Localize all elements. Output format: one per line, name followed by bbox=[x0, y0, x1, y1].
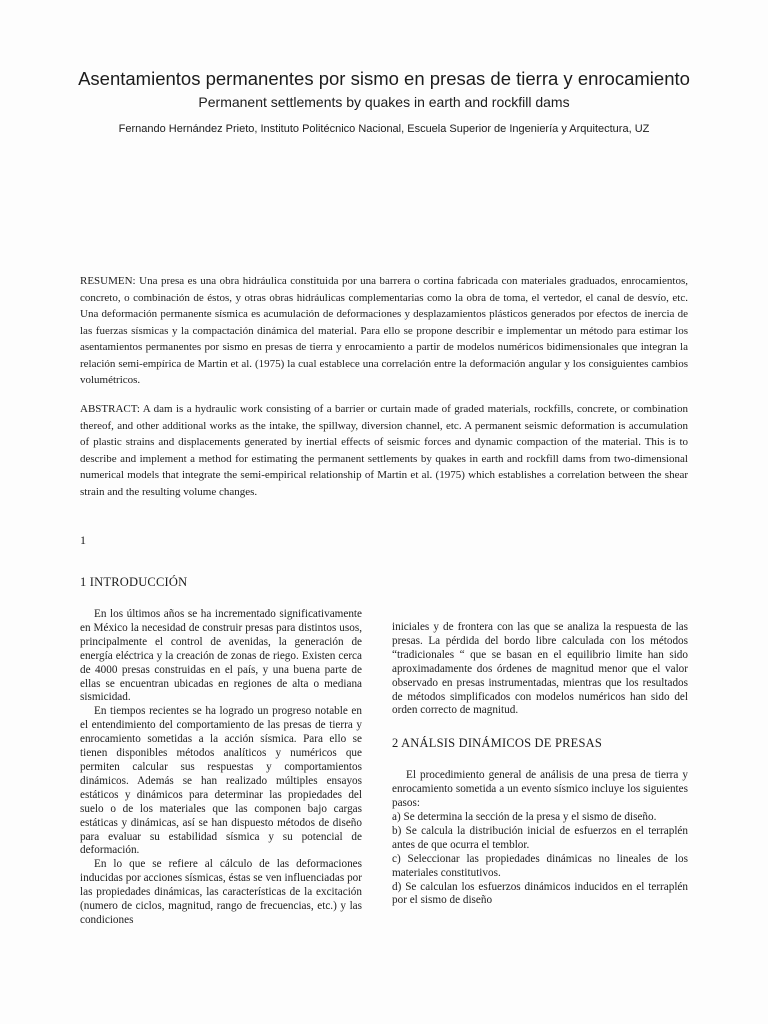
resumen-block bbox=[80, 273, 688, 389]
column-right bbox=[392, 621, 688, 908]
paper-title: Asentamientos permanentes por sismo en presas de tierra y enrocamiento bbox=[78, 68, 690, 89]
list-item: a) Se determina la sección de la presa y el sismo de diseño. bbox=[392, 810, 657, 823]
paragraph: En lo que se refiere al cálculo de las deformaciones inducidas por acciones sísmicas, éstas se ven influenciadas por las propiedades dinámicas, las características de la excitación (numero de ciclos, magnitud, rango de frecuencias, etc.) y las condiciones bbox=[80, 858, 362, 926]
column-left bbox=[80, 608, 362, 928]
abstract-text: A dam is a hydraulic work consisting of a barrier or curtain made of graded materials, rockfills, concrete, or combination thereof, and other additional works as the intake, the spillway, diversion channel, etc. A permanent seismic deformation is accumulation of plastic strains and displacements generated by inertial effects of seismic forces and dynamic compaction of the material. This is to describe and implement a method for estimating the permanent settlements by quakes in earth and rockfill dams from two-dimensional numerical models that integrate the semi-empirical relationship of Martin et al. (1975) which establishes a correlation between the shear strain and the resulting volume changes. bbox=[80, 403, 688, 498]
paragraph: En tiempos recientes se ha logrado un progreso notable en el entendimiento del comportamiento de las presas de tierra y enrocamiento sometidas a la acción sísmica. Para ello se tienen disponibles métodos analíticos y numéricos que permiten calcular sus respuestas y comportamientos dinámicos. Además se han realizado múltiples ensayos estáticos y dinámicos para determinar las propiedades del suelo o de los materiales que las componen bajo cargas estáticas y dinámicas, así se han dispuesto métodos de diseño para evaluar su estabilidad sísmica y su potencial de deformación. bbox=[80, 705, 362, 857]
page-number: 1 bbox=[80, 533, 86, 547]
paper-subtitle: Permanent settlements by quakes in earth and rockfill dams bbox=[198, 94, 570, 110]
procedure-steps bbox=[392, 811, 688, 908]
paragraph: En los últimos años se ha incrementado significativamente en México la necesidad de construir presas para distintos usos, principalmente el control de avenidas, la generación de energía eléctrica y la creación de zonas de riego. Existen cerca de 4000 presas construidas en el país, y una buena parte de ellas se encuentran ubicadas en regiones de alta o mediana sismicidad. bbox=[80, 608, 362, 704]
list-item: b) Se calcula la distribución inicial de esfuerzos en el terraplén antes de que ocurra el temblor. bbox=[392, 824, 688, 851]
section-1-heading: 1 INTRODUCCIÓN bbox=[80, 575, 188, 589]
paragraph: El procedimiento general de análisis de una presa de tierra y enrocamiento sometida a un evento sísmico incluye los siguientes pasos: bbox=[392, 769, 688, 810]
list-item: c) Seleccionar las propiedades dinámicas no lineales de los materiales constitutivos. bbox=[392, 852, 688, 879]
abstract-block bbox=[80, 401, 688, 500]
list-item: d) Se calculan los esfuerzos dinámicos inducidos en el terraplén por el sismo de diseño bbox=[392, 880, 688, 907]
author-affiliation: Fernando Hernández Prieto, Instituto Politécnico Nacional, Escuela Superior de Ingeniería y Arquitectura, UZ bbox=[118, 123, 650, 135]
paragraph: iniciales y de frontera con las que se analiza la respuesta de las presas. La pérdida del bordo libre calculada con los métodos “tradicionales “ que se basan en el equilibrio limite han sido aproximadamente dos órdenes de magnitud menor que el valor observado en presas instrumentadas, mientras que los resultados de métodos simplificados con modelos numéricos han sido del orden correcto de magnitud. bbox=[392, 621, 688, 717]
resumen-label: RESUMEN: bbox=[80, 275, 136, 287]
resumen-text: Una presa es una obra hidráulica constituida por una barrera o cortina fabricada con materiales graduados, enrocamientos, concreto, o combinación de éstos, y otras obras hidráulicas complementarias como la obra de toma, el vertedor, el canal de desvío, etc. Una deformación permanente sísmica es acumulación de deformaciones y desplazamientos plásticos generados por efectos de inercia de las fuerzas sísmicas y la compactación dinámica del material. Para ello se propone describir e implementar un método para estimar los asentamientos permanentes por sismo en presas de tierra y enrocamiento a partir de modelos numéricos bidimensionales que integran la relación semi-empírica de Martin et al. (1975) la cual establece una correlación entre la deformación angular y los consiguientes cambios volumétricos. bbox=[80, 275, 688, 386]
abstract-label: ABSTRACT: bbox=[80, 403, 140, 415]
section-2-heading: 2 ANÁLSIS DINÁMICOS DE PRESAS bbox=[392, 736, 602, 751]
